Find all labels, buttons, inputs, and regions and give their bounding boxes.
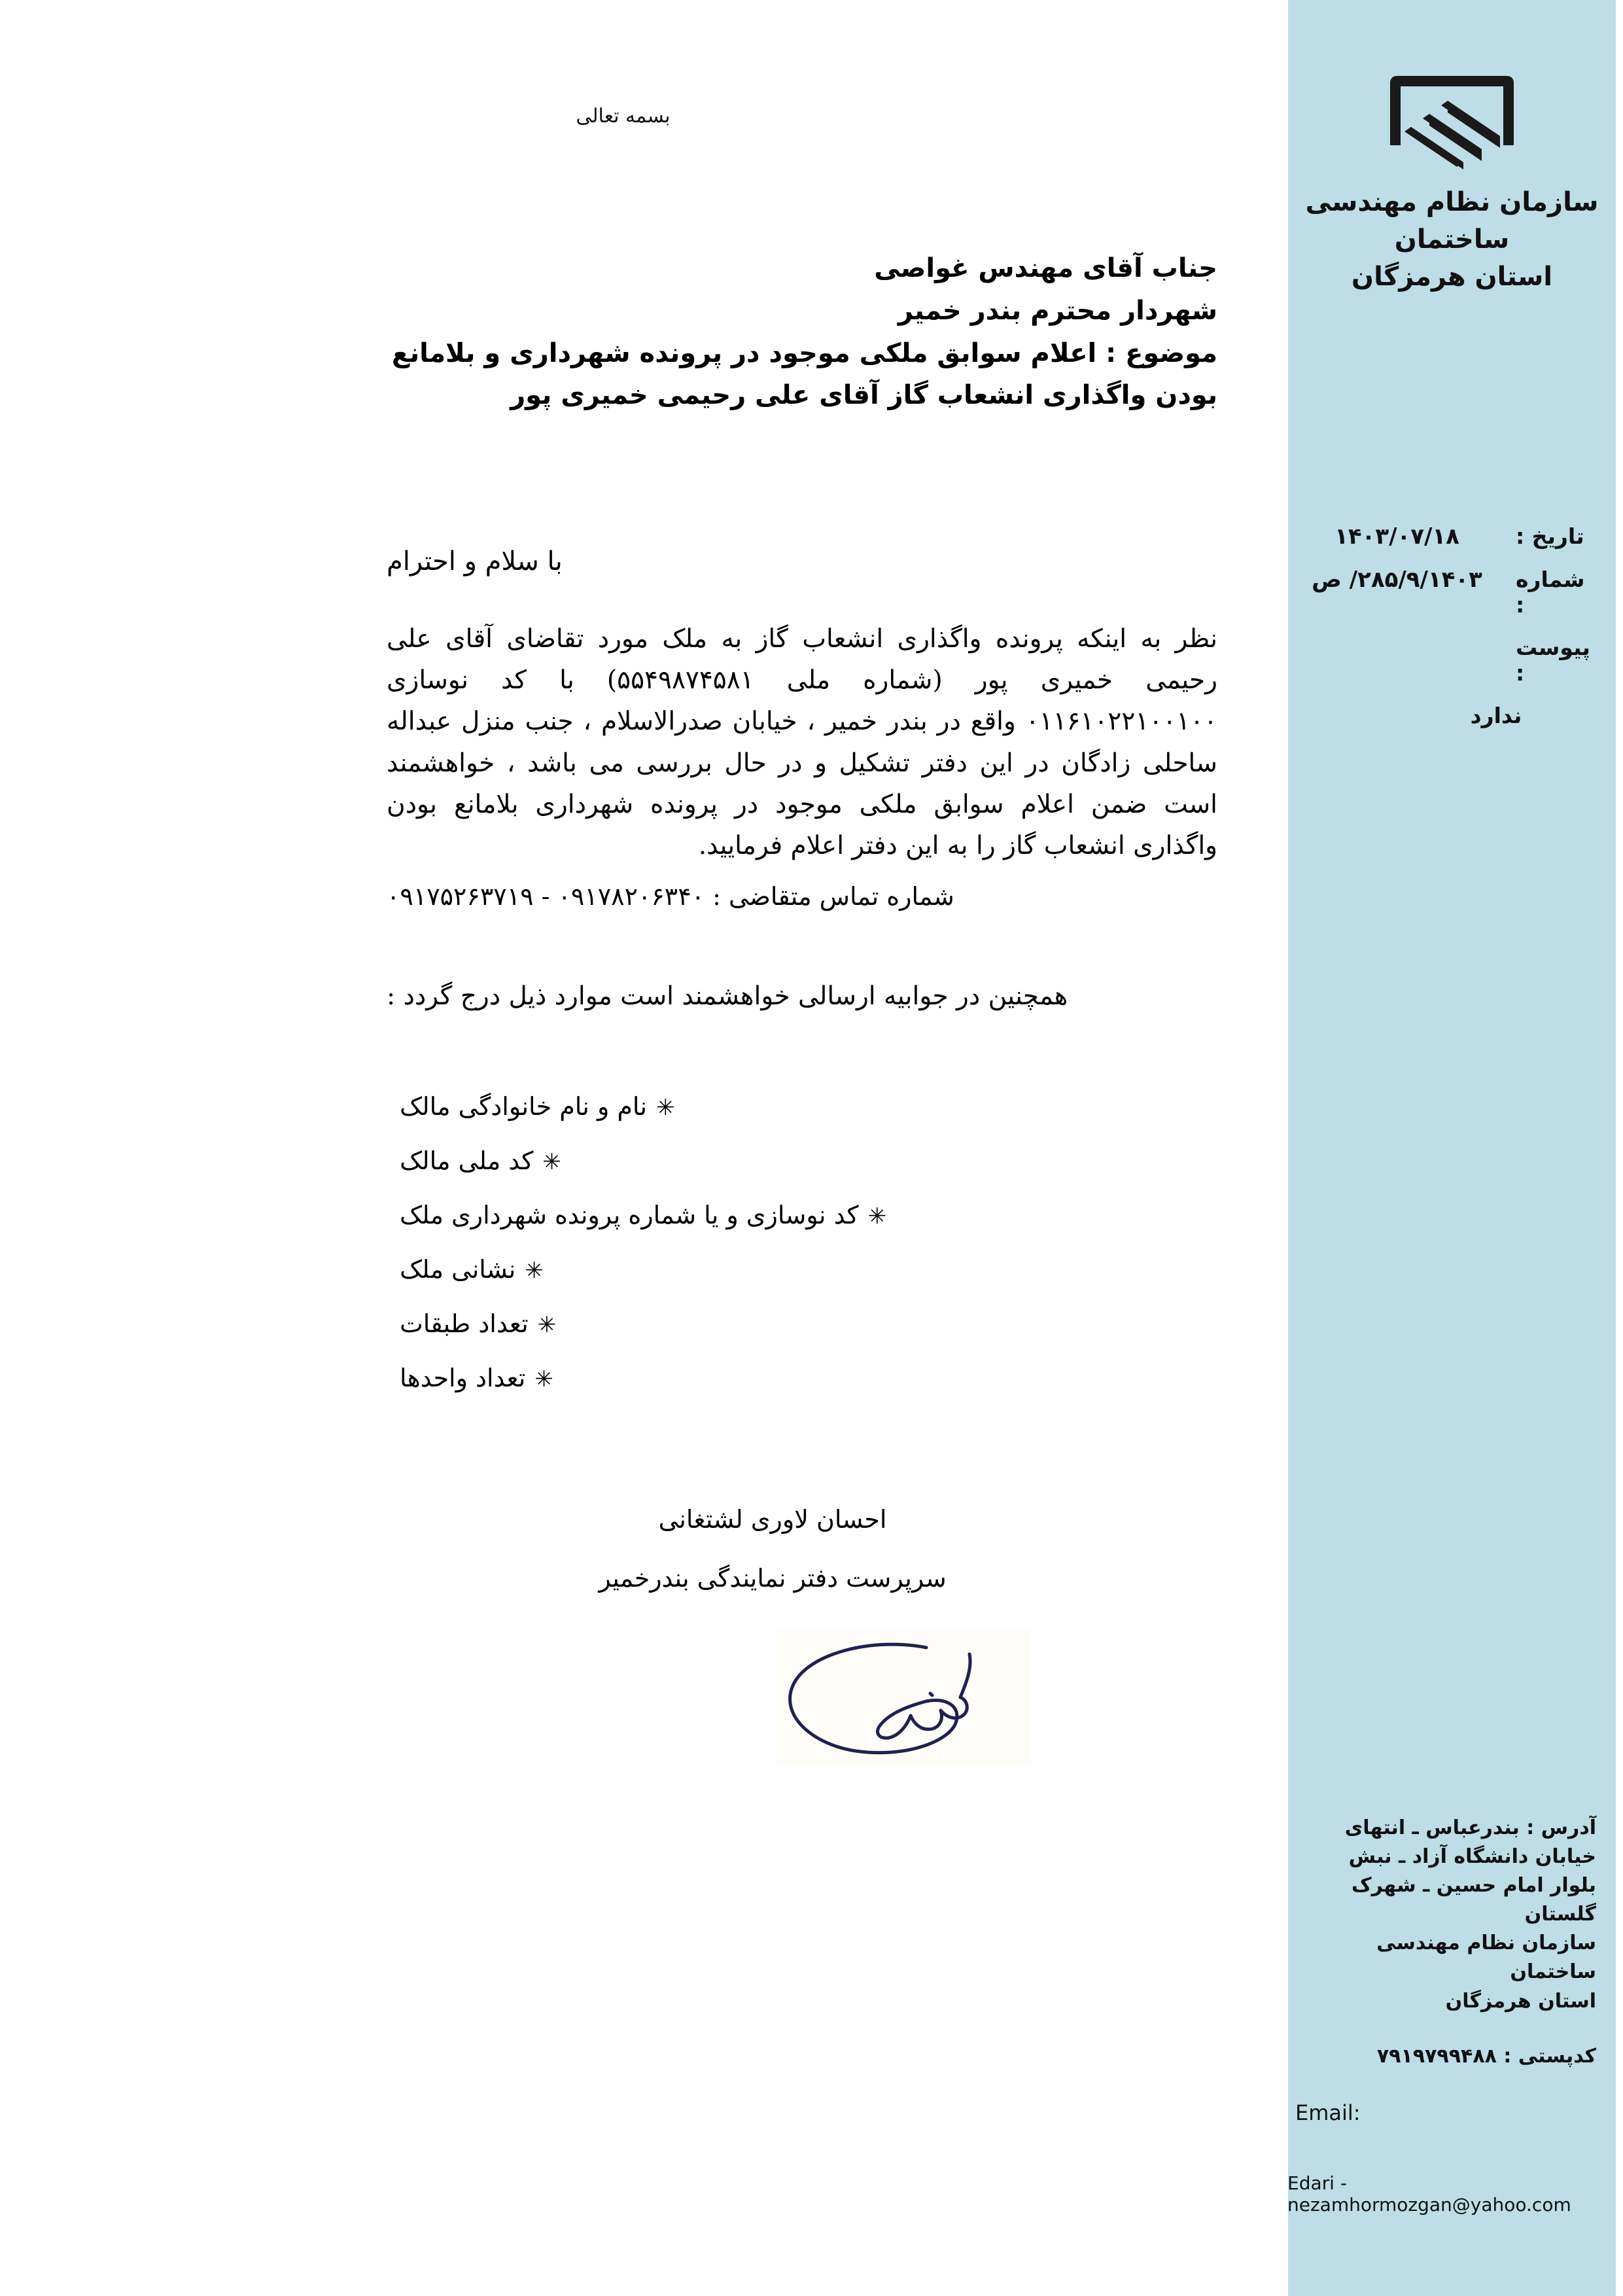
meta-row-number [1290, 567, 1597, 618]
number-value: ۲۸۵/۹/۱۴۰۳/ ص [1312, 567, 1482, 593]
asterisk-bullet-icon: ✳ [867, 1203, 887, 1229]
attachment-label: پیوست : [1516, 635, 1590, 686]
subject: موضوع : اعلام سوابق ملکی موجود در پرونده شهرداری و بلامانع بودن واگذاری انشعاب گاز آقای علی رحیمی خمیری پور [391, 338, 1217, 411]
building-stack-logo-icon [1385, 68, 1519, 169]
organization-logo-block [1288, 68, 1616, 295]
list-item [400, 1094, 1217, 1119]
asterisk-bullet-icon: ✳ [542, 1149, 561, 1175]
meta-row-date [1290, 523, 1597, 550]
address-line-2: خیابان دانشگاه آزاد ـ نبش [1348, 1845, 1596, 1869]
org-name-line-2: استان هرمزگان [1351, 261, 1553, 292]
email-label: Email: [1295, 2100, 1361, 2125]
addressee-block [387, 247, 1217, 417]
handwritten-signature-icon [776, 1629, 1031, 1767]
list-item-label: نام و نام خانوادگی مالک [400, 1092, 648, 1121]
greeting: با سلام و احترام [387, 546, 563, 576]
requested-items-list [400, 1094, 1217, 1420]
basmala: بسمه تعالی [576, 105, 671, 128]
meta-row-attachment [1290, 635, 1597, 686]
address-line-6: استان هرمزگان [1445, 1989, 1596, 2013]
letter-meta-block [1290, 523, 1597, 728]
body-paragraph: نظر به اینکه پرونده واگذاری انشعاب گاز به ملک مورد تقاضای آقای علی رحیمی خمیری پور (شماره ملی ۵۵۴۹۸۷۴۵۸۱) با کد نوسازی ۰۱۱۶۱۰۲۲۱۰۰۱۰۰ واقع در بندر خمیر ، خیابان صدرالاسلام ، جنب منزل عبداله ساحلی زادگان در این دفتر تشکیل و در حال بررسی می باشد ، خواهشمند است ضمن اعلام سوابق ملکی موجود در پرونده شهرداری بلامانع بودن واگذاری انشعاب گاز را به این دفتر اعلام فرمایید. [387, 624, 1217, 860]
list-item [400, 1203, 1217, 1227]
applicant-contact-line: شماره تماس متقاضی : ۰۹۱۷۸۲۰۶۳۴۰ - ۰۹۱۷۵۲۶۳۷۱۹ [387, 882, 954, 911]
signature-block [491, 1505, 1054, 1593]
list-item [400, 1148, 1217, 1173]
address-line-3: بلوار امام حسین ـ شهرک [1351, 1874, 1596, 1898]
address-line-1: آدرس : بندرعباس ـ انتهای [1344, 1816, 1596, 1839]
list-item-label: تعداد واحدها [400, 1364, 526, 1392]
list-item-label: کد ملی مالک [400, 1146, 534, 1175]
list-item-label: کد نوسازی و یا شماره پرونده شهرداری ملک [400, 1201, 859, 1229]
attachment-value: ندارد [1470, 703, 1522, 728]
number-label: شماره : [1516, 567, 1585, 618]
asterisk-bullet-icon: ✳ [656, 1095, 675, 1121]
email-value[interactable]: Edari - nezamhormozgan@yahoo.com [1287, 2172, 1571, 2216]
list-item [400, 1311, 1217, 1336]
date-label: تاریخ : [1516, 523, 1584, 549]
address-line-4: گلستان [1524, 1903, 1596, 1926]
address-line-5: سازمان نظام مهندسی ساختمان [1376, 1932, 1596, 1984]
date-value: ۱۴۰۳/۰۷/۱۸ [1335, 523, 1459, 550]
addressee-title: شهردار محترم بندر خمیر [898, 295, 1217, 326]
followup-intro: همچنین در جوابیه ارسالی خواهشمند است موارد ذیل درج گردد : [387, 981, 1068, 1011]
signer-name: احسان لاوری لشتغانی [658, 1505, 887, 1534]
footer-address-block [1302, 1814, 1596, 2068]
addressee-name: جناب آقای مهندس غواصی [874, 253, 1217, 283]
list-item [400, 1366, 1217, 1390]
list-item-label: نشانی ملک [400, 1255, 516, 1284]
asterisk-bullet-icon: ✳ [525, 1258, 544, 1284]
asterisk-bullet-icon: ✳ [534, 1366, 553, 1392]
org-name-line-1: سازمان نظام مهندسی ساختمان [1305, 187, 1599, 255]
signer-title: سرپرست دفتر نمایندگی بندرخمیر [599, 1564, 947, 1593]
letterhead-panel [1288, 0, 1616, 2296]
list-item [400, 1257, 1217, 1282]
list-item-label: تعداد طبقات [400, 1309, 529, 1338]
asterisk-bullet-icon: ✳ [537, 1312, 557, 1338]
postal-code: کدپستی : ۷۹۱۹۷۹۹۴۸۸ [1376, 2044, 1596, 2068]
signature-ink-area [776, 1629, 1031, 1767]
